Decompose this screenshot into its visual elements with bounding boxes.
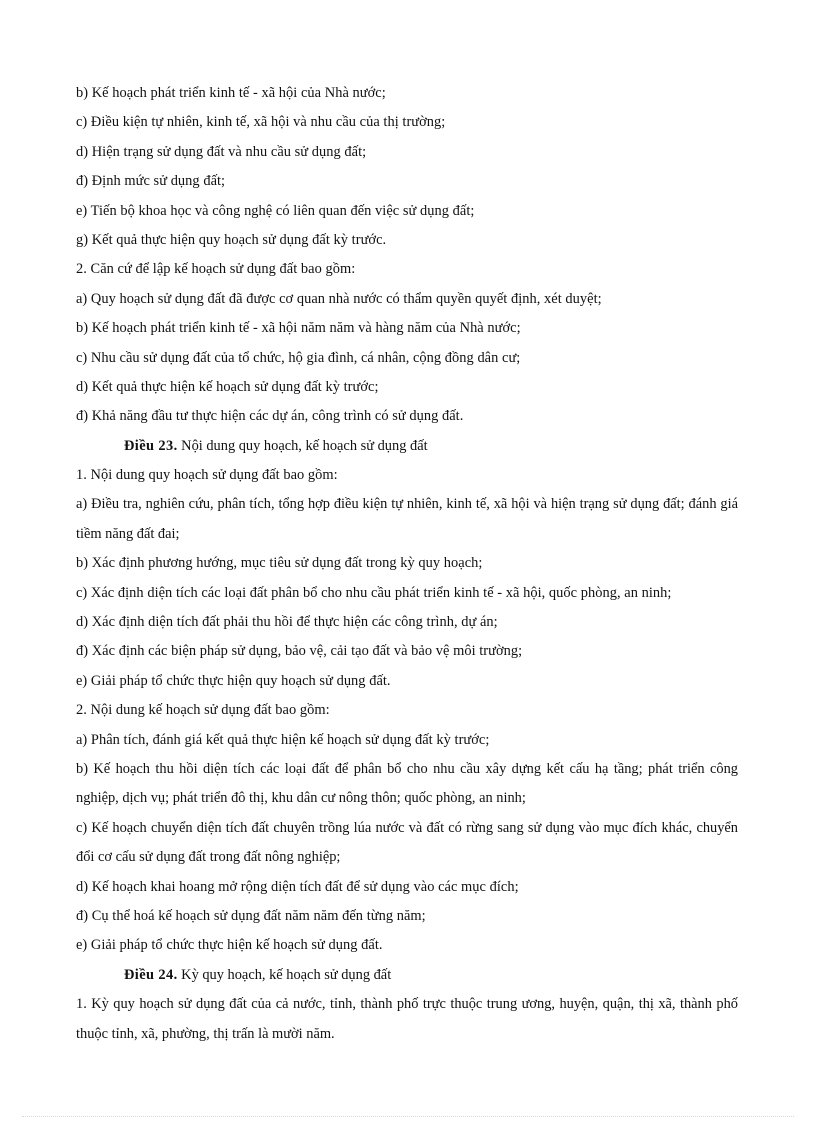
list-item: đ) Cụ thể hoá kế hoạch sử dụng đất năm năm đến từng năm; bbox=[76, 908, 426, 925]
paragraph: 1. Kỳ quy hoạch sử dụng đất của cả nước, tỉnh, thành phố trực thuộc trung ương, huyện, quận, thị xã, thành phố thuộc tỉnh, xã, phường, thị trấn là mười năm. bbox=[76, 996, 738, 1042]
list-item: g) Kết quả thực hiện quy hoạch sử dụng đất kỳ trước. bbox=[76, 231, 387, 248]
list-item: e) Giải pháp tổ chức thực hiện quy hoạch sử dụng đất. bbox=[76, 672, 391, 689]
list-item: d) Kế hoạch khai hoang mở rộng diện tích đất để sử dụng vào các mục đích; bbox=[76, 878, 519, 895]
list-item: a) Phân tích, đánh giá kết quả thực hiện kế hoạch sử dụng đất kỳ trước; bbox=[76, 731, 490, 748]
list-item: c) Xác định diện tích các loại đất phân bổ cho nhu cầu phát triển kinh tế - xã hội, quốc phòng, an ninh; bbox=[76, 584, 672, 601]
block-2 bbox=[76, 461, 738, 755]
clause-heading: 1. Nội dung quy hoạch sử dụng đất bao gồm: bbox=[76, 467, 338, 484]
list-item: a) Quy hoạch sử dụng đất đã được cơ quan nhà nước có thẩm quyền quyết định, xét duyệt; bbox=[76, 290, 602, 307]
article-24-title: Kỳ quy hoạch, kế hoạch sử dụng đất bbox=[177, 966, 392, 983]
list-item: b) Kế hoạch phát triển kinh tế - xã hội năm năm và hàng năm của Nhà nước; bbox=[76, 320, 521, 337]
list-item: c) Điều kiện tự nhiên, kinh tế, xã hội và nhu cầu của thị trường; bbox=[76, 114, 446, 131]
article-24-heading bbox=[76, 961, 738, 990]
article-23-title: Nội dung quy hoạch, kế hoạch sử dụng đất bbox=[177, 437, 428, 454]
list-item: đ) Định mức sử dụng đất; bbox=[76, 173, 226, 190]
list-item: đ) Xác định các biện pháp sử dụng, bảo vệ, cải tạo đất và bảo vệ môi trường; bbox=[76, 643, 523, 660]
list-item: c) Nhu cầu sử dụng đất của tổ chức, hộ gia đình, cá nhân, cộng đồng dân cư; bbox=[76, 349, 521, 366]
article-23-heading bbox=[76, 432, 738, 461]
article-23-number: Điều 23. bbox=[124, 437, 178, 454]
list-item: e) Tiến bộ khoa học và công nghệ có liên quan đến việc sử dụng đất; bbox=[76, 202, 475, 219]
article-24-number: Điều 24. bbox=[124, 966, 178, 983]
paragraph: c) Kế hoạch chuyển diện tích đất chuyên trồng lúa nước và đất có rừng sang sử dụng vào mục đích khác, chuyển đổi cơ cấu sử dụng đất trong đất nông nghiệp; bbox=[76, 819, 738, 866]
block-3 bbox=[76, 755, 738, 961]
list-item: d) Hiện trạng sử dụng đất và nhu cầu sử dụng đất; bbox=[76, 143, 367, 160]
block-4 bbox=[76, 990, 738, 1049]
list-item: e) Giải pháp tổ chức thực hiện kế hoạch sử dụng đất. bbox=[76, 937, 383, 954]
block-1 bbox=[76, 79, 738, 432]
list-item: b) Kế hoạch phát triển kinh tế - xã hội của Nhà nước; bbox=[76, 85, 386, 101]
paragraph: b) Kế hoạch thu hồi diện tích các loại đất để phân bổ cho nhu cầu xây dựng kết cấu hạ tầng; phát triển công nghiệp, dịch vụ; phát triển đô thị, khu dân cư nông thôn; quốc phòng, an ninh; bbox=[76, 761, 738, 807]
document-body bbox=[76, 79, 738, 1049]
list-item: d) Xác định diện tích đất phải thu hồi để thực hiện các công trình, dự án; bbox=[76, 614, 498, 631]
paragraph: a) Điều tra, nghiên cứu, phân tích, tổng hợp điều kiện tự nhiên, kinh tế, xã hội và hiện trạng sử dụng đất; đánh giá tiềm năng đất đai; bbox=[76, 496, 738, 542]
clause-heading: 2. Căn cứ để lập kế hoạch sử dụng đất bao gồm: bbox=[76, 261, 356, 278]
list-item: b) Xác định phương hướng, mục tiêu sử dụng đất trong kỳ quy hoạch; bbox=[76, 555, 483, 572]
clause-heading: 2. Nội dung kế hoạch sử dụng đất bao gồm: bbox=[76, 702, 330, 719]
page-bottom-divider bbox=[22, 1116, 794, 1117]
list-item: đ) Khả năng đầu tư thực hiện các dự án, công trình có sử dụng đất. bbox=[76, 408, 464, 425]
list-item: d) Kết quả thực hiện kế hoạch sử dụng đất kỳ trước; bbox=[76, 378, 379, 395]
